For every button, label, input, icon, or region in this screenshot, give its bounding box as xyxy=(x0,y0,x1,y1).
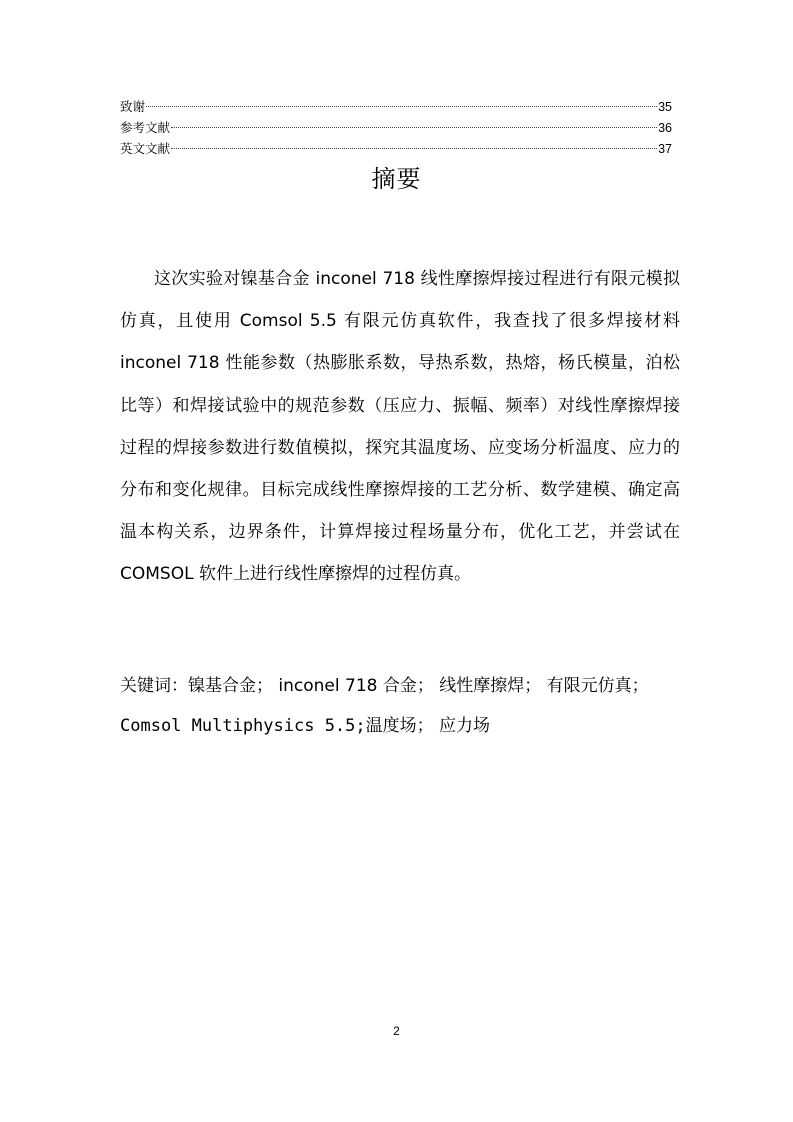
keywords-line-1 xyxy=(120,666,680,706)
toc-entry-english-literature[interactable] xyxy=(120,138,672,159)
table-of-contents xyxy=(120,96,672,159)
toc-title: 致谢 xyxy=(120,99,146,114)
abstract-body: 这次实验对镍基合金 inconel 718 线性摩擦焊接过程进行有限元模拟仿真，且使用 Comsol 5.5 有限元仿真软件，我查找了很多焊接材料 inconel 718 性能参数（热膨胀系数，导热系数，热熔，杨氏模量，泊松比等）和焊接试验中的规范参数（压应力、振幅、频率）对线性摩擦焊接过程的焊接参数进行数值模拟，探究其温度场、应变场分析温度、应力的分布和变化规律。目标完成线性摩擦焊接的工艺分析、数学建模、确定高温本构关系，边界条件，计算焊接过程场量分布，优化工艺，并尝试在 COMSOL 软件上进行线性摩擦焊的过程仿真。 xyxy=(120,269,680,585)
keywords-fields: 温度场； 应力场 xyxy=(365,716,491,736)
keywords-line-2 xyxy=(120,706,680,746)
toc-page-number: 36 xyxy=(658,121,672,135)
toc-entry-acknowledgements[interactable] xyxy=(120,96,672,117)
toc-page-number: 35 xyxy=(658,100,672,114)
toc-leader-dots xyxy=(171,148,657,149)
keywords-label: 关键词： xyxy=(120,676,188,696)
toc-title: 英文文献 xyxy=(120,141,171,156)
toc-leader-dots xyxy=(171,127,657,128)
abstract-heading: 摘要 xyxy=(371,165,422,193)
keywords-block xyxy=(120,666,680,746)
toc-entry-references[interactable] xyxy=(120,117,672,138)
page-number: 2 xyxy=(393,1024,400,1038)
keywords-list: 镍基合金； inconel 718 合金； 线性摩擦焊； 有限元仿真； xyxy=(188,676,649,696)
toc-leader-dots xyxy=(146,106,657,107)
toc-title: 参考文献 xyxy=(120,120,171,135)
toc-page-number: 37 xyxy=(658,142,672,156)
keywords-software: Comsol Multiphysics 5.5; xyxy=(120,716,366,736)
